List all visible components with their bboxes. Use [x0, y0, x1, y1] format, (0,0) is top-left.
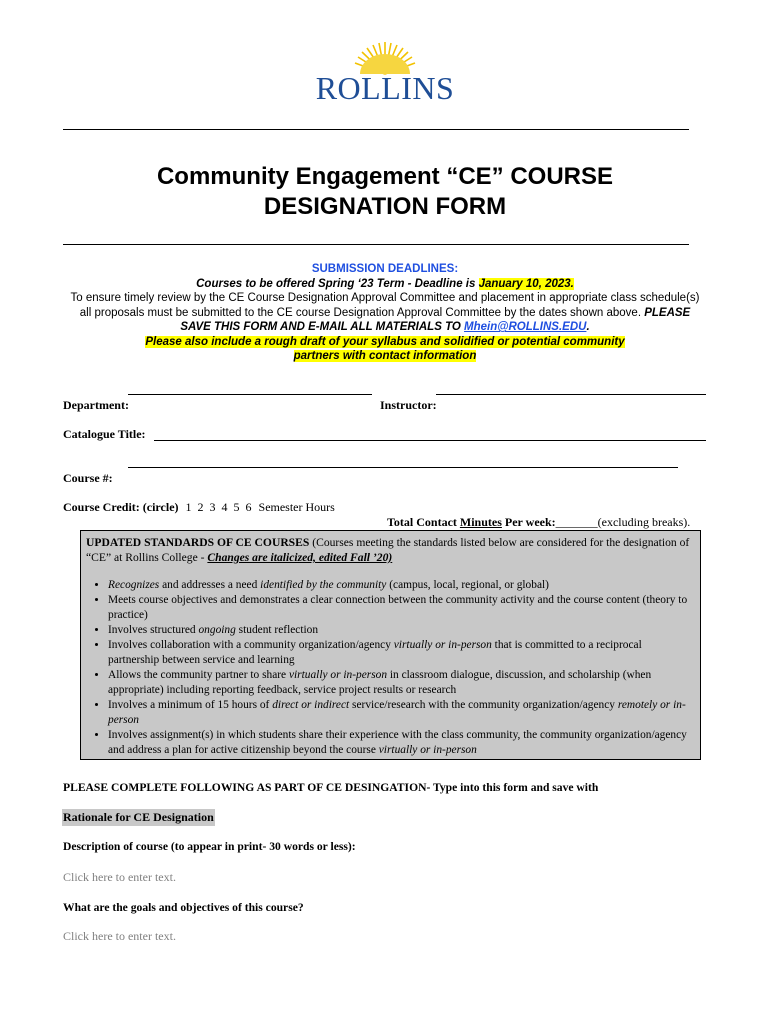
contact-minutes-word: Minutes — [459, 515, 502, 529]
instructor-label: Instructor: — [380, 398, 437, 412]
standards-list — [86, 578, 692, 758]
instructor-input-line[interactable] — [436, 394, 706, 395]
contact-label: Total Contact — [387, 515, 460, 529]
standards-box — [80, 530, 701, 760]
department-label: Department: — [63, 398, 129, 412]
contact-minutes-row — [381, 500, 690, 530]
list-item: • Involves structured ongoing student reflection — [108, 623, 692, 638]
deadline-info-text: To ensure timely review by the CE Course Designation Approval Committee and placement in appropriate class schedule(s) all proposals must be submitted to the CE course Designation Approval Committee by the dates shown above. — [70, 292, 700, 319]
course-number-label: Course #: — [63, 471, 113, 485]
list-item: • Recognizes and addresses a need identified by the community (campus, local, regional, or global) — [108, 578, 692, 593]
list-item: • Allows the community partner to share virtually or in-person in classroom dialogue, discussion, and scholarship (when appropriate) including reporting feedback, service project results or research — [108, 668, 692, 698]
save-note: PLEASE SAVE THIS FORM AND E-MAIL ALL MATERIALS TO — [180, 306, 691, 333]
list-item: • Involves assignment(s) in which students share their experience with the class community, the community organization/agency and address a plan for active citizenship beyond the course virtually or in-person — [108, 728, 692, 758]
description-input[interactable]: Click here to enter text. — [63, 870, 176, 884]
submission-deadlines — [63, 262, 707, 364]
goals-input[interactable]: Click here to enter text. — [63, 929, 176, 943]
deadline-offer-text: Courses to be offered Spring ‘23 Term - Deadline is — [196, 277, 479, 290]
syllabus-note-text: Please also include a rough draft of your syllabus and solidified or potential community partners with contact information — [145, 335, 625, 362]
deadline-date: January 10, 2023. — [478, 277, 574, 290]
title-rule — [63, 244, 689, 245]
course-credit-label: Course Credit: (circle) — [63, 500, 179, 514]
credit-unit: Semester Hours — [258, 500, 335, 514]
syllabus-note — [63, 335, 707, 364]
contact-note: (excluding breaks). — [597, 515, 691, 529]
title-line-1: Community Engagement “CE” COURSE — [156, 163, 614, 190]
list-item: • Involves a minimum of 15 hours of direct or indirect service/research with the community organization/agency remotely or in-person — [108, 698, 692, 728]
department-input-line[interactable] — [128, 394, 372, 395]
catalogue-title-input-line[interactable] — [154, 440, 706, 441]
standards-intro: (Courses meeting the standards listed below are considered for the designation of “CE” at Rollins College - — [86, 536, 690, 564]
credit-options[interactable]: 1 2 3 4 5 6 — [185, 500, 252, 514]
standards-changes-note: Changes are italicized, edited Fall ’20) — [207, 551, 393, 564]
goals-label: What are the goals and objectives of this course? — [63, 901, 304, 914]
rationale-heading: Rationale for CE Designation — [63, 810, 214, 824]
course-credit-row — [63, 500, 335, 515]
course-number-input-line[interactable] — [128, 467, 678, 468]
rollins-logo — [300, 36, 470, 110]
standards-heading: UPDATED STANDARDS OF CE COURSES — [86, 536, 310, 549]
standards-heading-paragraph — [86, 535, 692, 565]
deadline-offer — [63, 277, 707, 292]
complete-heading: PLEASE COMPLETE FOLLOWING AS PART OF CE DESINGATION- Type into this form and save with — [63, 781, 599, 794]
deadlines-heading: SUBMISSION DEADLINES: — [311, 263, 459, 275]
deadline-info — [63, 291, 707, 335]
logo-wordmark: ROLLINS — [315, 70, 455, 106]
title-line-2: DESIGNATION FORM — [263, 193, 507, 220]
contact-per-week: Per week: — [501, 515, 556, 529]
save-note-period: . — [586, 321, 590, 333]
list-item: • Meets course objectives and demonstrates a clear connection between the community activity and the course content (theory to practice) — [108, 593, 692, 623]
email-link[interactable]: Mhein@ROLLINS.EDU — [464, 321, 587, 333]
catalogue-title-label: Catalogue Title: — [63, 427, 146, 441]
top-rule — [63, 129, 689, 130]
description-label: Description of course (to appear in print- 30 words or less): — [63, 840, 356, 853]
contact-minutes-blank[interactable]: _______ — [555, 515, 598, 529]
list-item: • Involves collaboration with a community organization/agency virtually or in-person that is committed to a reciprocal partnership between service and learning — [108, 638, 692, 668]
page-title — [63, 162, 707, 222]
